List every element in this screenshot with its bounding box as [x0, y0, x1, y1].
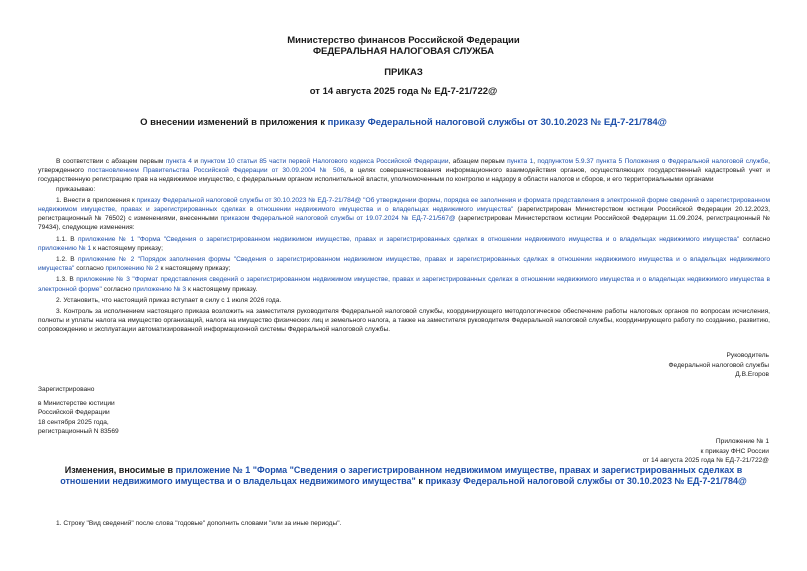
- link-appendix-3[interactable]: приложение № 3 "Формат представления сведений о зарегистрированном недвижимом имуществе, правах и зарегистрированных сделках в отношении недвижимого имущества и о владельцах недвижимого имущества в электронной форме": [38, 276, 771, 293]
- signature-block: [669, 351, 769, 380]
- link-tax-code-art85[interactable]: пунктом 10 статьи 85 части первой Налогового кодекса Российской Федерации: [200, 158, 449, 165]
- subitem-1-1: 1.1. В приложение № 1 "Форма "Сведения о зарегистрированном недвижимом имуществе, правах и зарегистрированных сделках в отношении недвижимого имущества и о владельцах недвижимого имущества" согласно приложению № 1 к настоящему приказу;: [38, 235, 770, 252]
- link-appendix-1[interactable]: приложение № 1 "Форма "Сведения о зарегистрированном недвижимом имуществе, правах и зарегистрированных сделках в отношении недвижимого имущества и о владельцах недвижимого имущества": [77, 235, 740, 243]
- link-punkt1[interactable]: пункта 1: [507, 158, 534, 165]
- subitem-1-2: 1.2. В приложение № 2 "Порядок заполнения формы "Сведения о зарегистрированном недвижимом имуществе, правах и зарегистрированных сделках в отношении недвижимого имущества и о владельцах недвижимого имущества" согласно приложению № 2 к настоящему приказу;: [38, 256, 771, 273]
- order-verb: приказываю:: [56, 185, 96, 193]
- ministry-name: Министерство финансов Российской Федерации: [287, 35, 520, 46]
- signature-organization: Федеральной налоговой службы: [668, 361, 769, 369]
- order-subject: [0, 117, 807, 128]
- order-body: [38, 157, 770, 335]
- link-changes-order-784[interactable]: приказу Федеральной налоговой службы от 30.10.2023 № ЕД-7-21/784@: [425, 476, 747, 486]
- link-government-decree[interactable]: постановлением Правительства Российской Федерации от 30.09.2004 № 506: [88, 167, 345, 175]
- order-date: от 14 августа 2025 года № ЕД-7-21/722@: [309, 86, 498, 97]
- link-annex-3[interactable]: приложению № 3: [132, 285, 187, 293]
- change-1: 1. Строку "Вид сведений" после слова "годовые" дополнить словами "или за иные периоды".: [56, 520, 342, 527]
- link-fns-regulation[interactable]: подпунктом 5.9.37 пункта 5 Положения о Федеральной налоговой службе: [537, 158, 769, 165]
- registration-block: Зарегистрировано в Министерстве юстиции Российской Федерации 18 сентября 2025 года, регистрационный N 83569: [38, 386, 119, 436]
- item-3: 3. Контроль за исполнением настоящего приказа возложить на заместителя руководителя Федеральной налоговой службы, координирующего методологическое обеспечение работы налоговых органов по вопросам исчисления, полноты и уплаты налога на имущество организаций, налога на имущество физических лиц и земельного налога, а также на заместителя руководителя Федеральной налоговой службы, координирующего работу по созданию, развитию, сопровождению и эксплуатации автоматизированной информационной системы Федеральной налоговой службы.: [38, 308, 770, 334]
- link-appendix-2[interactable]: приложение № 2 "Порядок заполнения формы "Сведения о зарегистрированном недвижимом имуществе, правах и зарегистрированных сделках в отношении недвижимого имущества и о владельцах недвижимого имущества": [38, 256, 771, 273]
- link-annex-2[interactable]: приложению № 2: [105, 265, 159, 273]
- link-tax-code-p4[interactable]: пункта 4: [165, 158, 192, 165]
- signature-position: Руководитель: [726, 352, 769, 359]
- subject-link[interactable]: приказу Федеральной налоговой службы от 30.10.2023 № ЕД-7-21/784@: [327, 117, 667, 128]
- changes-title: Изменения, вносимые в приложение № 1 "Форма "Сведения о зарегистрированном недвижимом имуществе, правах и зарегистрированных сделках в отношении недвижимого имущества и о владельцах недвижимого имущества" к приказу Федеральной налоговой службы от 30.10.2023 № ЕД-7-21/784@: [60, 465, 747, 486]
- preamble: В соответствии с абзацем первым пункта 4 и пунктом 10 статьи 85 части первой Налогового кодекса Российской Федерации, абзацем первым пункта 1, подпунктом 5.9.37 пункта 5 Положения о Федеральной налоговой службе, утвержденного постановлением Правительства Российской Федерации от 30.09.2004 № 506, в целях совершенствования информационного взаимодействия органов, осуществляющих государственный кадастровый учет и государственную регистрацию прав на недвижимое имущество, с федеральным органом исполнительной власти, уполномоченным по контролю и надзору в области налогов и сборов, и его территориальными органами: [38, 158, 770, 184]
- link-order-567[interactable]: приказом Федеральной налоговой службы от 19.07.2024 № ЕД-7-21/567@: [220, 215, 456, 223]
- link-changes-appendix-1[interactable]: приложение № 1 "Форма "Сведения о зарегистрированном недвижимом имуществе, правах и зарегистрированных сделках в отношении недвижимого имущества и о владельцах недвижимого имущества": [60, 465, 743, 486]
- link-annex-1[interactable]: приложению № 1: [38, 244, 92, 252]
- order-word: ПРИКАЗ: [384, 67, 423, 78]
- signature-name: Д.В.Егоров: [735, 371, 769, 379]
- item-2: 2. Установить, что настоящий приказ вступает в силу с 1 июля 2026 года.: [56, 296, 282, 304]
- subject-prefix: О внесении изменений в приложения к: [140, 117, 328, 128]
- subitem-1-3: 1.3. В приложение № 3 "Формат представления сведений о зарегистрированном недвижимом имуществе, правах и зарегистрированных сделках в отношении недвижимого имущества и о владельцах недвижимого имущества в электронной форме" согласно приложению № 3 к настоящему приказу.: [38, 276, 771, 293]
- appendix-header: Приложение № 1 к приказу ФНС России от 14 августа 2025 года № ЕД-7-21/722@: [642, 438, 769, 465]
- service-name: ФЕДЕРАЛЬНАЯ НАЛОГОВАЯ СЛУЖБА: [312, 46, 495, 57]
- link-order-784[interactable]: приказу Федеральной налоговой службы от 30.10.2023 № ЕД-7-21/784@ "Об утверждении формы, порядка ее заполнения и формата представления в электронной форме сведений о зарегистрированном недвижимом имуществе, правах и зарегистрированных сделках в отношении недвижимого имущества и о владельцах недвижимого имущества": [38, 196, 770, 214]
- item-1: 1. Внести в приложения к приказу Федеральной налоговой службы от 30.10.2023 № ЕД-7-21/784@ "Об утверждении формы, порядка ее заполнения и формата представления в электронной форме сведений о зарегистрированном недвижимом имуществе, правах и зарегистрированных сделках в отношении недвижимого имущества и о владельцах недвижимого имущества" (зарегистрирован Министерством юстиции Российской Федерации 20.12.2023, регистрационный № 76502) с изменениями, внесенными приказом Федеральной налоговой службы от 19.07.2024 № ЕД-7-21/567@ (зарегистрирован Министерством юстиции Российской Федерации 11.09.2024, регистрационный № 79434), следующие изменения:: [38, 196, 770, 232]
